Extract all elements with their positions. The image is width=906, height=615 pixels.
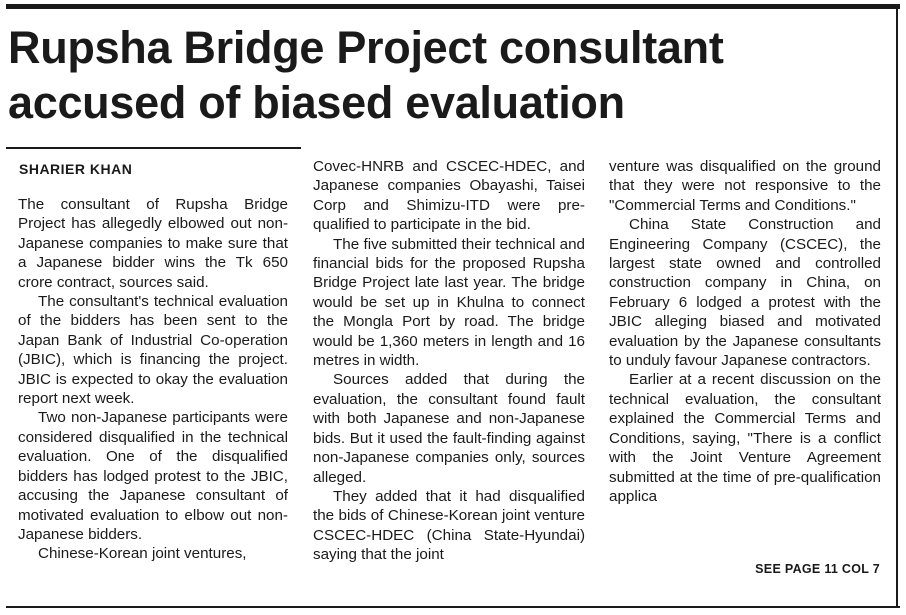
paragraph: China State Construction and Engineering Company (CSCEC), the largest state owned and controlled construction company in China, on February 6 lodged a protest with the JBIC alleging biased and motivated evaluation by the Japanese consultants to unduly favour Japanese contractors. [609,216,881,370]
paragraph: The consultant's technical evaluation of the bidders has been sent to the Japan Bank of Industrial Co-operation (JBIC), which is financing the project. JBIC is expected to okay the evaluation report next week. [18,293,288,408]
paragraph: They added that it had disqualified the bids of Chinese-Korean joint venture CSCEC-HDEC (China State-Hyundai) saying that the joint [313,487,585,564]
paragraph: The consultant of Rupsha Bridge Project has allegedly elbowed out non-Japanese companies to make sure that a Japanese bidder wins the Tk 650 crore contract, sources said. [18,196,288,291]
headline [8,20,900,130]
paragraph: Earlier at a recent discussion on the technical evaluation, the consultant explained the Commercial Terms and Conditions, saying, "There is a conflict with the Joint Venture Agreement submitted at the time of pre-qualification applica [609,371,881,505]
top-rule [6,4,900,9]
bottom-rule [6,606,900,608]
paragraph: Sources added that during the evaluation, the consultant found fault with both Japanese and non-Japanese bids. But it used the fault-finding against non-Japanese companies only, sources alleged. [313,371,585,486]
byline: SHARIER KHAN [19,161,133,177]
headline-line-1: Rupsha Bridge Project consultant [8,22,724,73]
paragraph: Covec-HNRB and CSCEC-HDEC, and Japanese companies Obayashi, Taisei Corp and Shimizu-ITD were pre-qualified to participate in the bid. [313,158,585,234]
paragraph: venture was disqualified on the ground that they were not responsive to the "Commercial Terms and Conditions." [609,158,881,214]
paragraph: Two non-Japanese participants were considered disqualified in the technical evaluation. One of the disqualified bidders has lodged protest to the JBIC, accusing the Japanese consultant of motivated evaluation to elbow out non-Japanese bidders. [18,409,288,543]
paragraph: Chinese-Korean joint ventures, [38,545,247,563]
continuation-jump-line: SEE PAGE 11 COL 7 [755,562,880,576]
byline-rule [6,147,301,149]
article-column-1 [18,195,288,564]
article-column-3 [609,157,881,506]
paragraph: The five submitted their technical and financial bids for the proposed Rupsha Bridge Project late last year. The bridge would be set up in Khulna to connect the Mongla Port by road. The bridge would be 1,360 meters in length and 16 metres in width. [313,235,585,370]
headline-line-2: accused of biased evaluation [8,77,625,128]
article-column-2 [313,157,585,565]
